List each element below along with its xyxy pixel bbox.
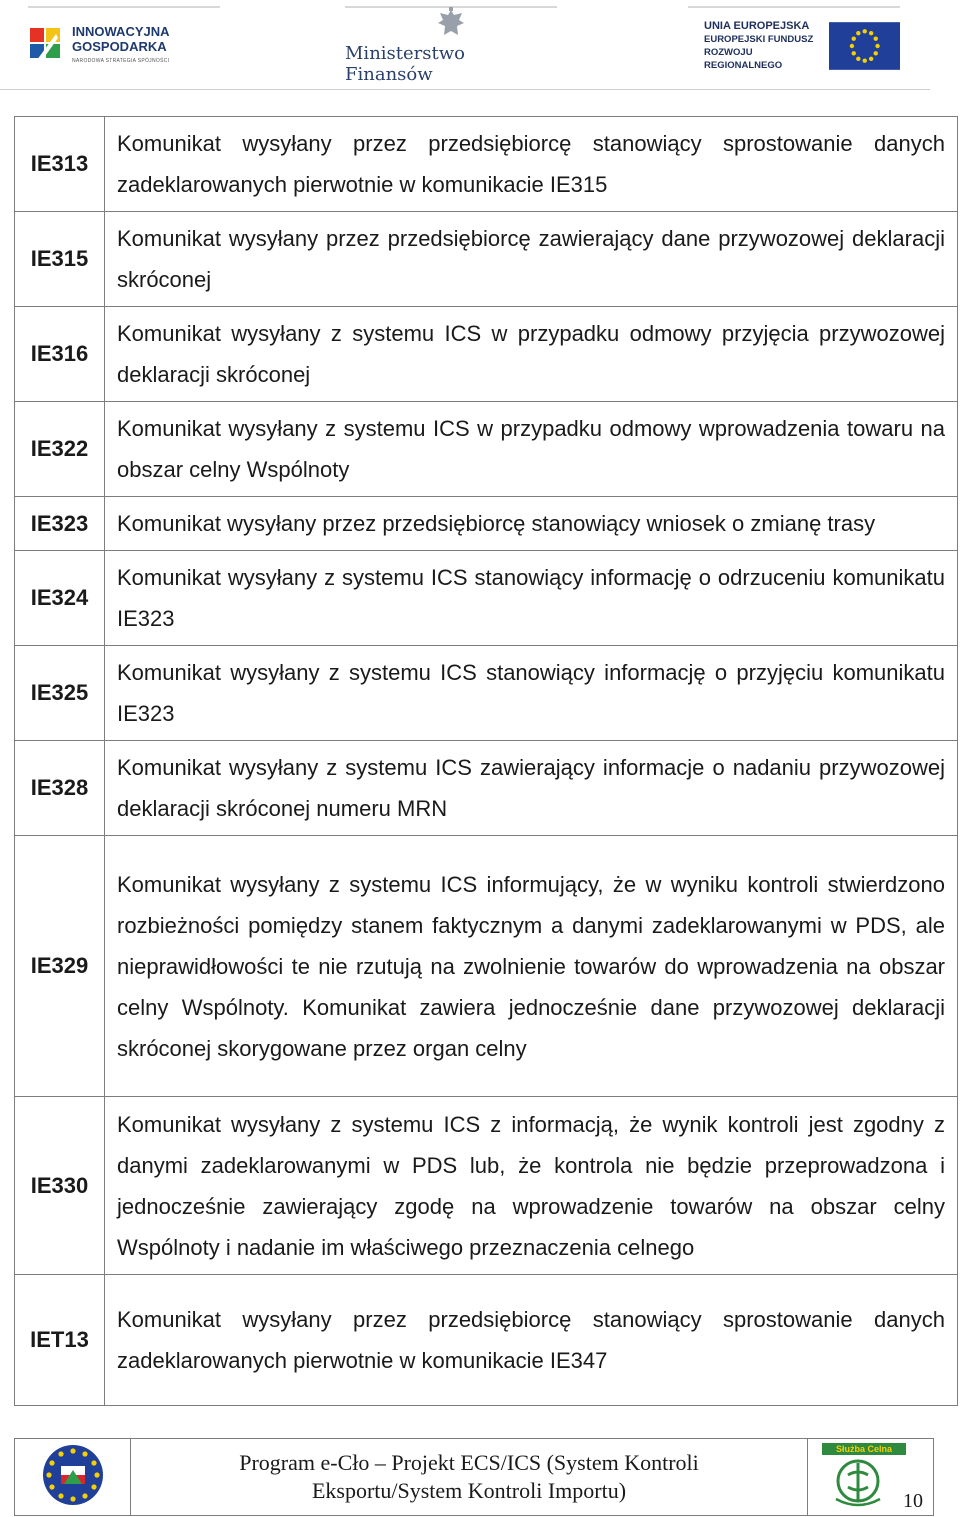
table-row <box>15 497 958 551</box>
message-code: IE324 <box>15 551 105 646</box>
message-description: Komunikat wysyłany przez przedsiębiorcę stanowiący sprostowanie danych zadeklarowanych pierwotnie w komunikacie IE315 <box>105 117 958 212</box>
table-row <box>15 117 958 212</box>
message-description: Komunikat wysyłany z systemu ICS stanowiący informację o odrzuceniu komunikatu IE323 <box>105 551 958 646</box>
footer-line1: Program e-Cło – Projekt ECS/ICS (System Kontroli <box>239 1450 699 1475</box>
header-rule <box>0 89 930 90</box>
footer-logo-left <box>15 1439 131 1516</box>
message-code: IE323 <box>15 497 105 551</box>
logo-eu-line2: EUROPEJSKI FUNDUSZ <box>704 34 814 45</box>
ministerstwo-finansow-logo <box>345 6 557 86</box>
message-code: IE315 <box>15 212 105 307</box>
eu-circle-emblem-icon <box>42 1444 104 1506</box>
logo-ig-line2: GOSPODARKA <box>72 38 167 54</box>
logo-eu-line3: ROZWOJU REGIONALNEGO <box>704 47 783 71</box>
table-row <box>15 551 958 646</box>
table-row <box>15 307 958 402</box>
page-number: 10 <box>903 1490 923 1512</box>
table-row <box>15 646 958 741</box>
logo-ig-line1: INNOWACYJNA <box>72 23 170 39</box>
message-description: Komunikat wysyłany z systemu ICS stanowiący informację o przyjęciu komunikatu IE323 <box>105 646 958 741</box>
message-code: IE322 <box>15 402 105 497</box>
message-description: Komunikat wysyłany przez przedsiębiorcę stanowiący wniosek o zmianę trasy <box>105 497 958 551</box>
message-code: IE329 <box>15 836 105 1097</box>
footer-program-text <box>131 1439 808 1516</box>
page-header <box>0 0 960 92</box>
message-code: IE313 <box>15 117 105 212</box>
message-description: Komunikat wysyłany z systemu ICS informujący, że w wyniku kontroli stwierdzono rozbieżności pomiędzy stanem faktycznym a danymi zadeklarowanymi w PDS, ale nieprawidłowości te nie rzutują na zwolnienie towarów do wprowadzenia na obszar celny Wspólnoty. Komunikat zawiera jednocześnie dane przywozowej deklaracji skróconej skorygowane przez organ celny <box>105 836 958 1097</box>
message-code: IE330 <box>15 1097 105 1275</box>
logo-ig-line3: NARODOWA STRATEGIA SPÓJNOŚCI <box>72 57 170 64</box>
table-row <box>15 1097 958 1275</box>
customs-logo-text: Służba Celna <box>835 1444 893 1454</box>
logo-eu-line1: UNIA EUROPEJSKA <box>704 20 810 32</box>
message-description: Komunikat wysyłany przez przedsiębiorcę zawierający dane przywozowej deklaracji skróconej <box>105 212 958 307</box>
eagle-emblem-icon <box>436 7 466 41</box>
message-table <box>14 116 958 1406</box>
footer-logo-right <box>808 1439 934 1516</box>
customs-service-emblem-icon <box>814 1441 914 1513</box>
logo-mf-text: Ministerstwo Finansów <box>345 43 465 85</box>
message-code: IET13 <box>15 1275 105 1406</box>
message-description: Komunikat wysyłany z systemu ICS w przypadku odmowy przyjęcia przywozowej deklaracji skróconej <box>105 307 958 402</box>
page-footer <box>14 1438 934 1516</box>
table-row <box>15 836 958 1097</box>
innowacyjna-gospodarka-logo <box>28 6 218 86</box>
footer-line2: Eksportu/System Kontroli Importu) <box>311 1478 627 1503</box>
message-code: IE316 <box>15 307 105 402</box>
message-description: Komunikat wysyłany z systemu ICS w przypadku odmowy wprowadzenia towaru na obszar celny Wspólnoty <box>105 402 958 497</box>
table-row <box>15 741 958 836</box>
table-row <box>15 402 958 497</box>
ig-emblem-icon <box>28 24 64 68</box>
eu-flag-icon <box>829 20 900 72</box>
message-description: Komunikat wysyłany z systemu ICS z informacją, że wynik kontroli jest zgodny z danymi zadeklarowanymi w PDS lub, że kontrola nie będzie przeprowadzona i jednocześnie zawierający zgodę na wprowadzenie towarów na obszar celny Wspólnoty i nadanie im właściwego przeznaczenia celnego <box>105 1097 958 1275</box>
message-code: IE328 <box>15 741 105 836</box>
message-description: Komunikat wysyłany przez przedsiębiorcę stanowiący sprostowanie danych zadeklarowanych pierwotnie w komunikacie IE347 <box>105 1275 958 1406</box>
message-code: IE325 <box>15 646 105 741</box>
unia-europejska-logo <box>688 6 900 86</box>
table-row <box>15 1275 958 1406</box>
table-row <box>15 212 958 307</box>
message-description: Komunikat wysyłany z systemu ICS zawierający informacje o nadaniu przywozowej deklaracji skróconej numeru MRN <box>105 741 958 836</box>
